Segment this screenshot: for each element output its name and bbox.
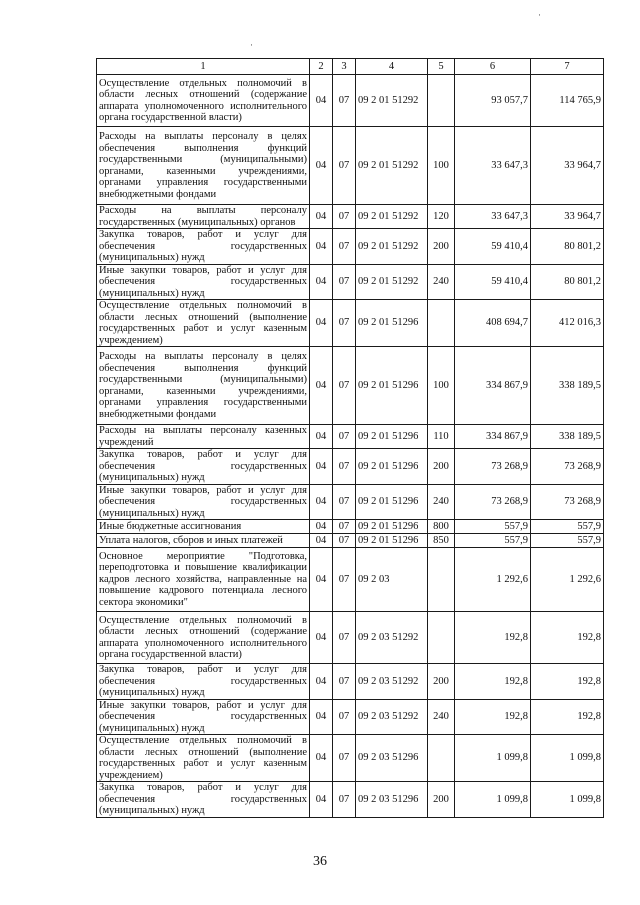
row-section: 04 bbox=[310, 664, 333, 700]
row-amount-col7: 557,9 bbox=[531, 520, 604, 534]
row-amount-col6: 192,8 bbox=[455, 699, 531, 735]
row-expense-type: 850 bbox=[428, 534, 455, 548]
row-description: Иные закупки товаров, работ и услуг для обеспечения государственных (муниципальных) нужд bbox=[97, 264, 310, 300]
row-amount-col6: 33 647,3 bbox=[455, 127, 531, 205]
row-amount-col7: 338 189,5 bbox=[531, 425, 604, 449]
table-row bbox=[97, 300, 604, 347]
table-row bbox=[97, 612, 604, 664]
row-amount-col7: 192,8 bbox=[531, 699, 604, 735]
row-amount-col7: 1 099,8 bbox=[531, 735, 604, 782]
row-target-code: 09 2 01 51296 bbox=[356, 534, 428, 548]
table-row bbox=[97, 735, 604, 782]
row-subsection: 07 bbox=[333, 75, 356, 127]
row-section: 04 bbox=[310, 699, 333, 735]
header-cell: 3 bbox=[333, 59, 356, 75]
row-target-code: 09 2 01 51292 bbox=[356, 229, 428, 265]
table-row bbox=[97, 449, 604, 485]
row-expense-type bbox=[428, 75, 455, 127]
row-description: Иные закупки товаров, работ и услуг для обеспечения государственных (муниципальных) нужд bbox=[97, 699, 310, 735]
row-description: Закупка товаров, работ и услуг для обеспечения государственных (муниципальных) нужд bbox=[97, 449, 310, 485]
row-amount-col7: 80 801,2 bbox=[531, 229, 604, 265]
row-subsection: 07 bbox=[333, 612, 356, 664]
row-target-code: 09 2 01 51296 bbox=[356, 425, 428, 449]
header-cell: 2 bbox=[310, 59, 333, 75]
row-description: Расходы на выплаты персоналу казенных учреждений bbox=[97, 425, 310, 449]
scan-mark: · bbox=[250, 40, 253, 50]
row-amount-col7: 114 765,9 bbox=[531, 75, 604, 127]
row-subsection: 07 bbox=[333, 520, 356, 534]
row-expense-type: 240 bbox=[428, 484, 455, 520]
table-row bbox=[97, 548, 604, 612]
row-section: 04 bbox=[310, 347, 333, 425]
row-expense-type: 200 bbox=[428, 449, 455, 485]
row-description: Закупка товаров, работ и услуг для обеспечения государственных (муниципальных) нужд bbox=[97, 229, 310, 265]
header-cell: 7 bbox=[531, 59, 604, 75]
row-section: 04 bbox=[310, 300, 333, 347]
row-expense-type: 240 bbox=[428, 264, 455, 300]
row-amount-col6: 557,9 bbox=[455, 534, 531, 548]
row-amount-col7: 33 964,7 bbox=[531, 127, 604, 205]
row-section: 04 bbox=[310, 484, 333, 520]
row-description: Уплата налогов, сборов и иных платежей bbox=[97, 534, 310, 548]
row-section: 04 bbox=[310, 612, 333, 664]
row-section: 04 bbox=[310, 520, 333, 534]
row-description: Осуществление отдельных полномочий в области лесных отношений (содержание аппарата уполномоченного исполнительного органа государственной власти) bbox=[97, 612, 310, 664]
table-row bbox=[97, 484, 604, 520]
row-amount-col7: 73 268,9 bbox=[531, 484, 604, 520]
row-subsection: 07 bbox=[333, 425, 356, 449]
row-target-code: 09 2 01 51292 bbox=[356, 127, 428, 205]
row-amount-col7: 192,8 bbox=[531, 612, 604, 664]
table-body bbox=[97, 59, 604, 818]
row-amount-col6: 33 647,3 bbox=[455, 205, 531, 229]
row-subsection: 07 bbox=[333, 484, 356, 520]
row-amount-col6: 334 867,9 bbox=[455, 347, 531, 425]
header-row bbox=[97, 59, 604, 75]
row-description: Иные закупки товаров, работ и услуг для обеспечения государственных (муниципальных) нужд bbox=[97, 484, 310, 520]
row-subsection: 07 bbox=[333, 264, 356, 300]
row-target-code: 09 2 03 51296 bbox=[356, 735, 428, 782]
row-subsection: 07 bbox=[333, 782, 356, 818]
row-subsection: 07 bbox=[333, 699, 356, 735]
table-row bbox=[97, 782, 604, 818]
row-expense-type: 240 bbox=[428, 699, 455, 735]
row-amount-col6: 192,8 bbox=[455, 664, 531, 700]
row-amount-col6: 192,8 bbox=[455, 612, 531, 664]
row-amount-col7: 192,8 bbox=[531, 664, 604, 700]
row-amount-col6: 93 057,7 bbox=[455, 75, 531, 127]
header-cell: 4 bbox=[356, 59, 428, 75]
table-row bbox=[97, 127, 604, 205]
row-target-code: 09 2 01 51296 bbox=[356, 300, 428, 347]
header-cell: 5 bbox=[428, 59, 455, 75]
table-row bbox=[97, 75, 604, 127]
row-section: 04 bbox=[310, 449, 333, 485]
table-row bbox=[97, 347, 604, 425]
row-section: 04 bbox=[310, 264, 333, 300]
header-cell: 1 bbox=[97, 59, 310, 75]
row-expense-type: 110 bbox=[428, 425, 455, 449]
row-expense-type: 100 bbox=[428, 347, 455, 425]
row-target-code: 09 2 01 51296 bbox=[356, 484, 428, 520]
scan-mark: · bbox=[538, 10, 541, 20]
row-section: 04 bbox=[310, 782, 333, 818]
row-description: Расходы на выплаты персоналу государственных (муниципальных) органов bbox=[97, 205, 310, 229]
row-expense-type bbox=[428, 300, 455, 347]
row-description: Осуществление отдельных полномочий в области лесных отношений (выполнение государственных работ и услуг казенным учреждением) bbox=[97, 300, 310, 347]
row-amount-col7: 80 801,2 bbox=[531, 264, 604, 300]
row-description: Осуществление отдельных полномочий в области лесных отношений (содержание аппарата уполномоченного исполнительного органа государственной власти) bbox=[97, 75, 310, 127]
row-section: 04 bbox=[310, 205, 333, 229]
row-expense-type bbox=[428, 612, 455, 664]
row-section: 04 bbox=[310, 229, 333, 265]
row-subsection: 07 bbox=[333, 449, 356, 485]
row-amount-col7: 73 268,9 bbox=[531, 449, 604, 485]
row-target-code: 09 2 01 51296 bbox=[356, 449, 428, 485]
row-expense-type: 200 bbox=[428, 229, 455, 265]
row-section: 04 bbox=[310, 425, 333, 449]
row-expense-type bbox=[428, 548, 455, 612]
row-expense-type: 800 bbox=[428, 520, 455, 534]
row-subsection: 07 bbox=[333, 347, 356, 425]
row-amount-col6: 408 694,7 bbox=[455, 300, 531, 347]
row-amount-col7: 33 964,7 bbox=[531, 205, 604, 229]
row-subsection: 07 bbox=[333, 300, 356, 347]
row-amount-col6: 1 292,6 bbox=[455, 548, 531, 612]
row-section: 04 bbox=[310, 75, 333, 127]
row-amount-col6: 73 268,9 bbox=[455, 449, 531, 485]
row-subsection: 07 bbox=[333, 534, 356, 548]
row-amount-col6: 73 268,9 bbox=[455, 484, 531, 520]
row-description: Закупка товаров, работ и услуг для обеспечения государственных (муниципальных) нужд bbox=[97, 664, 310, 700]
row-target-code: 09 2 01 51292 bbox=[356, 75, 428, 127]
row-target-code: 09 2 01 51296 bbox=[356, 347, 428, 425]
row-section: 04 bbox=[310, 127, 333, 205]
row-amount-col7: 1 099,8 bbox=[531, 782, 604, 818]
row-subsection: 07 bbox=[333, 735, 356, 782]
row-amount-col7: 557,9 bbox=[531, 534, 604, 548]
row-amount-col7: 1 292,6 bbox=[531, 548, 604, 612]
row-amount-col6: 334 867,9 bbox=[455, 425, 531, 449]
row-amount-col6: 59 410,4 bbox=[455, 229, 531, 265]
row-subsection: 07 bbox=[333, 127, 356, 205]
row-amount-col6: 1 099,8 bbox=[455, 735, 531, 782]
row-target-code: 09 2 03 bbox=[356, 548, 428, 612]
row-amount-col6: 557,9 bbox=[455, 520, 531, 534]
row-section: 04 bbox=[310, 735, 333, 782]
row-expense-type: 200 bbox=[428, 782, 455, 818]
table-row bbox=[97, 520, 604, 534]
row-expense-type: 200 bbox=[428, 664, 455, 700]
table-row bbox=[97, 425, 604, 449]
row-subsection: 07 bbox=[333, 229, 356, 265]
row-expense-type: 120 bbox=[428, 205, 455, 229]
table-row bbox=[97, 534, 604, 548]
row-description: Осуществление отдельных полномочий в области лесных отношений (выполнение государственных работ и услуг казенным учреждением) bbox=[97, 735, 310, 782]
table-row bbox=[97, 264, 604, 300]
row-target-code: 09 2 03 51292 bbox=[356, 664, 428, 700]
row-subsection: 07 bbox=[333, 548, 356, 612]
header-cell: 6 bbox=[455, 59, 531, 75]
row-description: Расходы на выплаты персоналу в целях обеспечения выполнения функций государственными (муниципальными) органами, казенными учреждениями, органами управления государственными внебюджетными фондами bbox=[97, 127, 310, 205]
row-section: 04 bbox=[310, 534, 333, 548]
budget-table bbox=[96, 58, 604, 818]
row-amount-col6: 59 410,4 bbox=[455, 264, 531, 300]
row-target-code: 09 2 03 51296 bbox=[356, 782, 428, 818]
row-subsection: 07 bbox=[333, 205, 356, 229]
table-row bbox=[97, 664, 604, 700]
row-target-code: 09 2 01 51292 bbox=[356, 205, 428, 229]
row-target-code: 09 2 03 51292 bbox=[356, 699, 428, 735]
table-row bbox=[97, 699, 604, 735]
row-amount-col7: 412 016,3 bbox=[531, 300, 604, 347]
page-number: 36 bbox=[313, 854, 327, 869]
row-expense-type bbox=[428, 735, 455, 782]
row-expense-type: 100 bbox=[428, 127, 455, 205]
row-description: Закупка товаров, работ и услуг для обеспечения государственных (муниципальных) нужд bbox=[97, 782, 310, 818]
row-amount-col7: 338 189,5 bbox=[531, 347, 604, 425]
row-description: Основное мероприятие "Подготовка, переподготовка и повышение квалификации кадров лесного хозяйства, направленные на повышение кадрового потенциала лесного сектора экономики" bbox=[97, 548, 310, 612]
row-description: Иные бюджетные ассигнования bbox=[97, 520, 310, 534]
row-subsection: 07 bbox=[333, 664, 356, 700]
table-row bbox=[97, 205, 604, 229]
row-amount-col6: 1 099,8 bbox=[455, 782, 531, 818]
row-target-code: 09 2 01 51296 bbox=[356, 520, 428, 534]
table-row bbox=[97, 229, 604, 265]
row-target-code: 09 2 01 51292 bbox=[356, 264, 428, 300]
row-description: Расходы на выплаты персоналу в целях обеспечения выполнения функций государственными (муниципальными) органами, казенными учреждениями, органами управления государственными внебюджетными фондами bbox=[97, 347, 310, 425]
row-target-code: 09 2 03 51292 bbox=[356, 612, 428, 664]
row-section: 04 bbox=[310, 548, 333, 612]
